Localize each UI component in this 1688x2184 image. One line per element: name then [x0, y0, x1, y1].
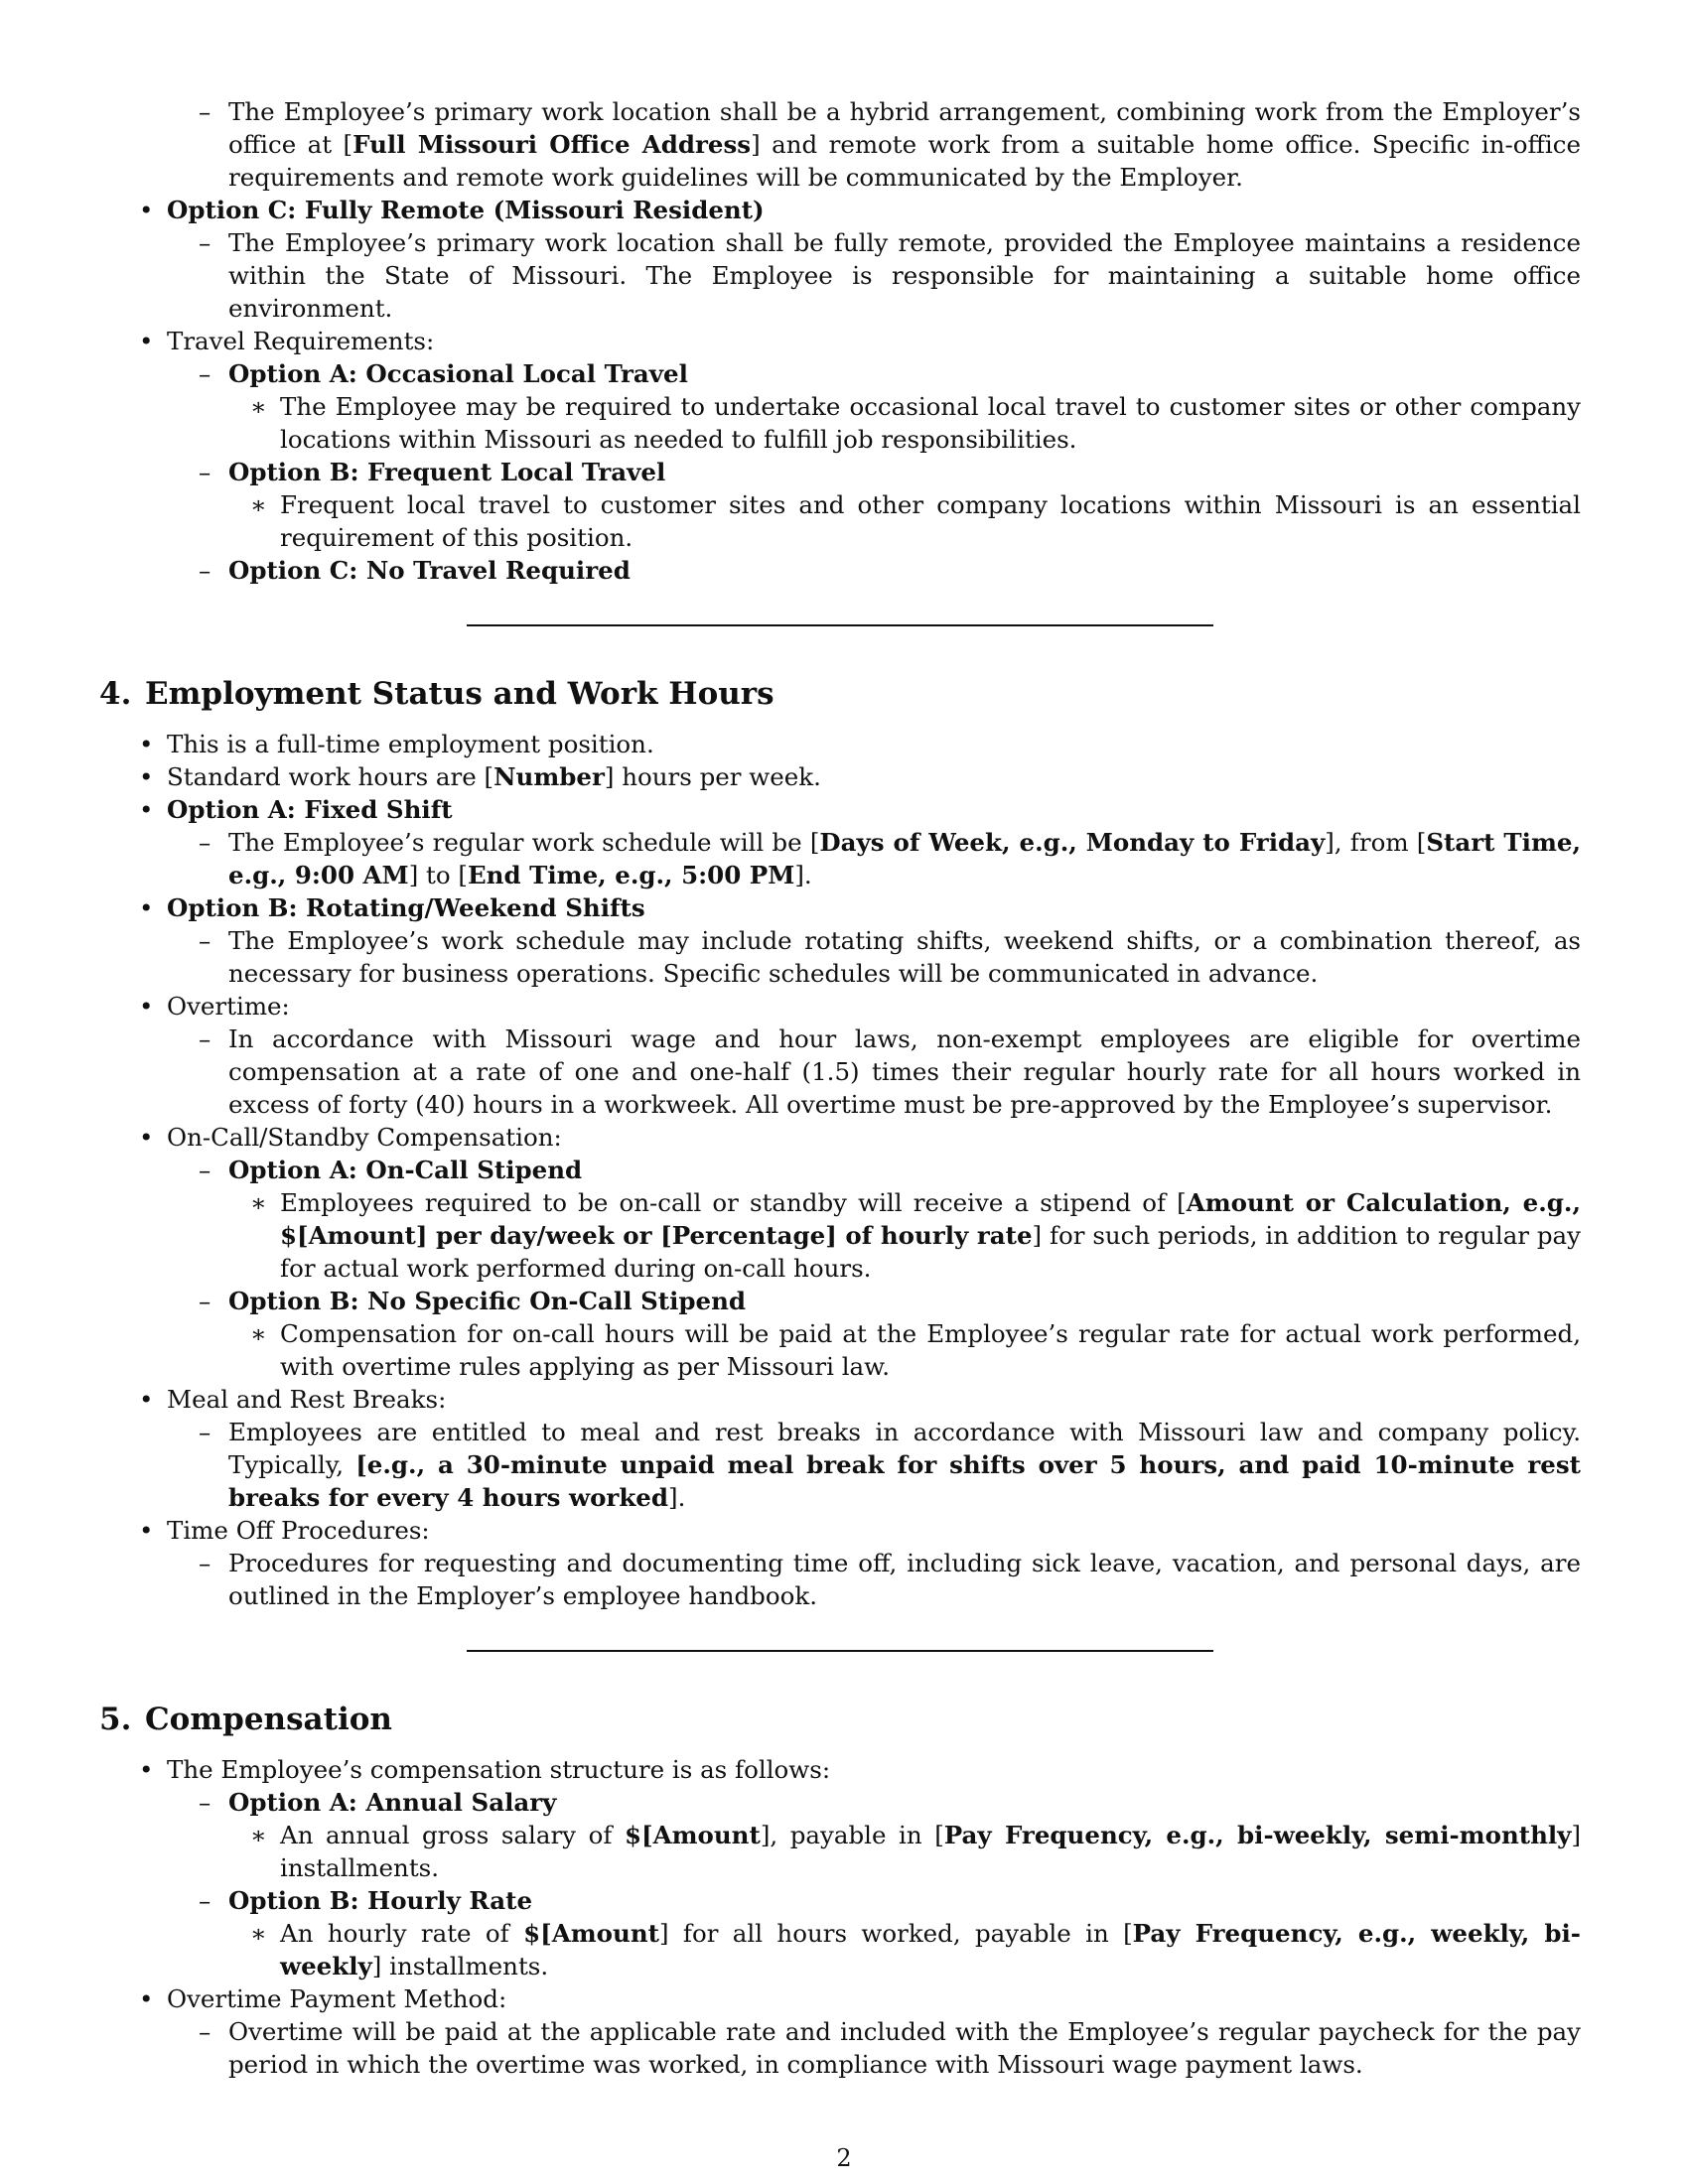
oncall-option-b [167, 1285, 1581, 1383]
oncall-option-b-title: Option B: No Specific On-Call Stipend [228, 1287, 747, 1315]
section-5-heading: 5. Compensation [99, 1702, 392, 1737]
overtime-payment-label: Overtime Payment Method: [167, 1984, 507, 2013]
fulltime-item: • This is a full-time employment position. [99, 728, 1581, 760]
fixed-shift-text: – The Employee’s regular work schedule will be [Days of Week, e.g., Monday to Friday], from [Start Time, e.g., 9:00 AM] to [End Time, e.g., 5:00 PM]. [167, 826, 1581, 891]
hours-item: • Standard work hours are [Number] hours per week. [99, 760, 1581, 793]
breaks-text: – Employees are entitled to meal and rest breaks in accordance with Missouri law and company policy. Typically, [e.g., a 30-minute unpaid meal break for shifts over 5 hours, and paid 10-minute rest breaks for every 4 hours worked]. [167, 1416, 1581, 1514]
hybrid-location-text: – The Employee’s primary work location shall be a hybrid arrangement, combining work from the Employer’s office at [Full Missouri Office Address] and remote work from a suitable home office. Specific in-office requirements and remote work guidelines will be communicated by the Employer. [167, 95, 1581, 194]
travel-option-a [167, 357, 1581, 456]
salary-option-text: ∗ An annual gross salary of $[Amount], payable in [Pay Frequency, e.g., bi-weekly, semi-monthly] installments. [228, 1819, 1581, 1884]
oncall-option-b-text: ∗ Compensation for on-call hours will be paid at the Employee’s regular rate for actual work performed, with overtime rules applying as per Missouri law. [228, 1317, 1581, 1383]
option-c-remote-title: Option C: Fully Remote (Missouri Resident) [167, 196, 765, 224]
hourly-option [167, 1884, 1581, 1982]
travel-option-b-title: Option B: Frequent Local Travel [228, 458, 666, 486]
document-page [99, 95, 1581, 2081]
work-location-list [99, 194, 1581, 587]
travel-option-c-title: Option C: No Travel Required [228, 556, 631, 585]
salary-option [167, 1786, 1581, 1884]
option-c-remote [99, 194, 1581, 325]
travel-label: Travel Requirements: [167, 327, 435, 355]
timeoff-item [99, 1514, 1581, 1612]
overtime-item [99, 990, 1581, 1121]
travel-option-c [167, 554, 1581, 587]
overtime-label: Overtime: [167, 992, 290, 1021]
compensation-intro-text: The Employee’s compensation structure is as follows: [167, 1755, 831, 1784]
breaks-label: Meal and Rest Breaks: [167, 1385, 447, 1414]
travel-option-a-text: ∗ The Employee may be required to undertake occasional local travel to customer sites or other company locations within Missouri as needed to fulfill job responsibilities. [228, 390, 1581, 456]
fixed-shift-option [99, 793, 1581, 891]
rotating-shift-title: Option B: Rotating/Weekend Shifts [167, 893, 645, 922]
section-4-list [99, 728, 1581, 1612]
timeoff-label: Time Off Procedures: [167, 1516, 430, 1545]
hourly-option-text: ∗ An hourly rate of $[Amount] for all hours worked, payable in [Pay Frequency, e.g., weekly, bi-weekly] installments. [228, 1917, 1581, 1982]
travel-option-a-title: Option A: Occasional Local Travel [228, 359, 688, 388]
overtime-payment-item [99, 1982, 1581, 2081]
oncall-label: On-Call/Standby Compensation: [167, 1123, 562, 1152]
rotating-shift-option [99, 891, 1581, 990]
overtime-text: – In accordance with Missouri wage and hour laws, non-exempt employees are eligible for overtime compensation at a rate of one and one-half (1.5) times their regular hourly rate for all hours worked in excess of forty (40) hours in a workweek. All overtime must be pre-approved by the Employee’s supervisor. [167, 1023, 1581, 1121]
compensation-intro [99, 1753, 1581, 1982]
oncall-option-a [167, 1154, 1581, 1285]
hourly-option-title: Option B: Hourly Rate [228, 1886, 533, 1915]
salary-option-title: Option A: Annual Salary [228, 1788, 557, 1817]
section-4-heading: 4. Employment Status and Work Hours [99, 676, 774, 712]
section-5-list [99, 1753, 1581, 2081]
travel-option-b-text: ∗ Frequent local travel to customer sites and other company locations within Missouri is an essential requirement of this position. [228, 488, 1581, 554]
fixed-shift-title: Option A: Fixed Shift [167, 795, 453, 824]
oncall-option-a-title: Option A: On-Call Stipend [228, 1156, 583, 1184]
option-c-remote-text: – The Employee’s primary work location shall be fully remote, provided the Employee maintains a residence within the State of Missouri. The Employee is responsible for maintaining a suitable home office environment. [167, 226, 1581, 325]
breaks-item [99, 1383, 1581, 1514]
travel-requirements [99, 325, 1581, 587]
section-divider [467, 624, 1213, 626]
page-number: 2 [836, 2144, 852, 2172]
rotating-shift-text: – The Employee’s work schedule may include rotating shifts, weekend shifts, or a combination thereof, as necessary for business operations. Specific schedules will be communicated in advance. [167, 924, 1581, 990]
hybrid-continuation [99, 95, 1581, 194]
oncall-item [99, 1121, 1581, 1383]
section-divider [467, 1650, 1213, 1652]
overtime-payment-text: – Overtime will be paid at the applicable rate and included with the Employee’s regular paycheck for the pay period in which the overtime was worked, in compliance with Missouri wage payment laws. [167, 2015, 1581, 2081]
oncall-option-a-text: ∗ Employees required to be on-call or standby will receive a stipend of [Amount or Calculation, e.g., $[Amount] per day/week or [Percentage] of hourly rate] for such periods, in addition to regular pay for actual work performed during on-call hours. [228, 1186, 1581, 1285]
timeoff-text: – Procedures for requesting and documenting time off, including sick leave, vacation, and personal days, are outlined in the Employer’s employee handbook. [167, 1547, 1581, 1612]
travel-option-b [167, 456, 1581, 554]
